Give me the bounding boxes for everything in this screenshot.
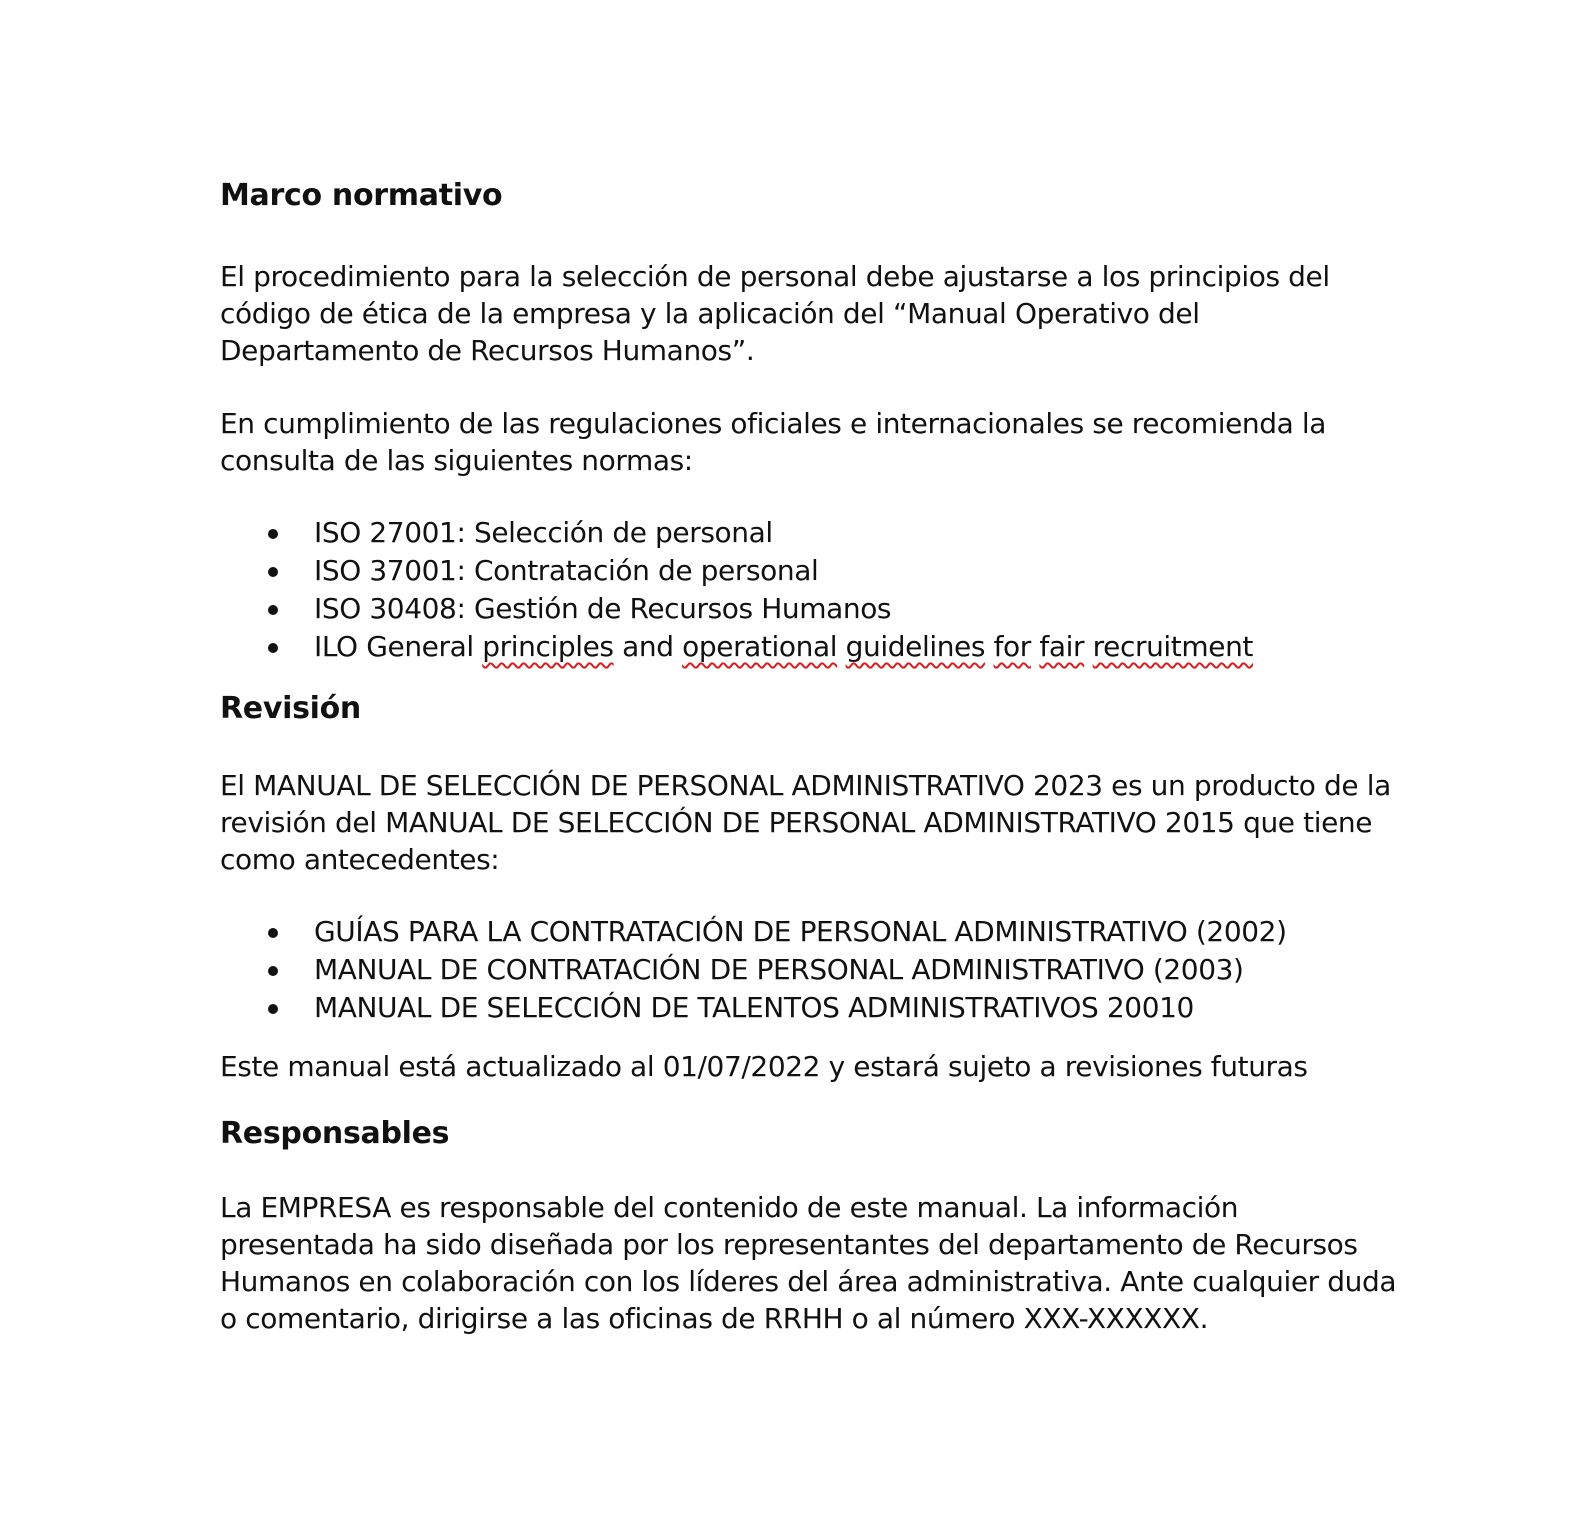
list-item: [220, 913, 1400, 951]
bullet-icon: [268, 928, 278, 938]
list-item-text: MANUAL DE CONTRATACIÓN DE PERSONAL ADMINISTRATIVO (2003): [314, 953, 1244, 986]
list-item-text: GUÍAS PARA LA CONTRATACIÓN DE PERSONAL ADMINISTRATIVO (2002): [314, 915, 1287, 948]
bullet-icon: [268, 643, 278, 653]
misspelled-word[interactable]: operational: [682, 630, 838, 663]
misspelled-word[interactable]: principles: [482, 630, 614, 663]
misspelled-word[interactable]: guidelines: [845, 630, 986, 663]
word: ILO General: [314, 630, 474, 663]
list-item: [220, 590, 1400, 628]
misspelled-word[interactable]: fair: [1039, 630, 1085, 663]
paragraph-actualizacion: Este manual está actualizado al 01/07/2022 y estará sujeto a revisiones futuras: [220, 1050, 1308, 1083]
list-item: [220, 628, 1400, 666]
normas-list: [220, 514, 1400, 666]
bullet-icon: [268, 567, 278, 577]
antecedentes-list: [220, 913, 1400, 1027]
paragraph-procedimiento: El procedimiento para la selección de personal debe ajustarse a los principios del código de ética de la empresa y la aplicación del “Manual Operativo del Departamento de Recursos Humanos”.: [220, 260, 1330, 367]
list-item-text: [314, 630, 1253, 663]
bullet-icon: [268, 529, 278, 539]
document-page: [220, 178, 1400, 1337]
bullet-icon: [268, 1004, 278, 1014]
list-item: [220, 951, 1400, 989]
bullet-icon: [268, 966, 278, 976]
list-item-text: ISO 27001: Selección de personal: [314, 516, 773, 549]
paragraph-cumplimiento: En cumplimiento de las regulaciones oficiales e internacionales se recomienda la consulta de las siguientes normas:: [220, 407, 1327, 477]
list-item: [220, 514, 1400, 552]
list-item: [220, 989, 1400, 1027]
paragraph-responsables: La EMPRESA es responsable del contenido de este manual. La información presentada ha sido diseñada por los representantes del departamento de Recursos Humanos en colaboración con los líderes del área administrativa. Ante cualquier duda o comentario, dirigirse a las oficinas de RRHH o al número XXX-XXXXXX.: [220, 1191, 1397, 1335]
list-item-text: ISO 37001: Contratación de personal: [314, 554, 819, 587]
word: and: [622, 630, 674, 663]
list-item: [220, 552, 1400, 590]
misspelled-word[interactable]: recruitment: [1092, 630, 1254, 663]
section-heading-responsables: Responsables: [220, 1116, 450, 1151]
section-heading-marco-normativo: Marco normativo: [220, 178, 503, 213]
list-item-text: MANUAL DE SELECCIÓN DE TALENTOS ADMINISTRATIVOS 20010: [314, 991, 1194, 1024]
misspelled-word[interactable]: for: [993, 630, 1031, 663]
section-heading-revision: Revisión: [220, 691, 361, 726]
paragraph-revision: El MANUAL DE SELECCIÓN DE PERSONAL ADMINISTRATIVO 2023 es un producto de la revisión del MANUAL DE SELECCIÓN DE PERSONAL ADMINISTRATIVO 2015 que tiene como antecedentes:: [220, 769, 1391, 876]
bullet-icon: [268, 605, 278, 615]
list-item-text: ISO 30408: Gestión de Recursos Humanos: [314, 592, 892, 625]
